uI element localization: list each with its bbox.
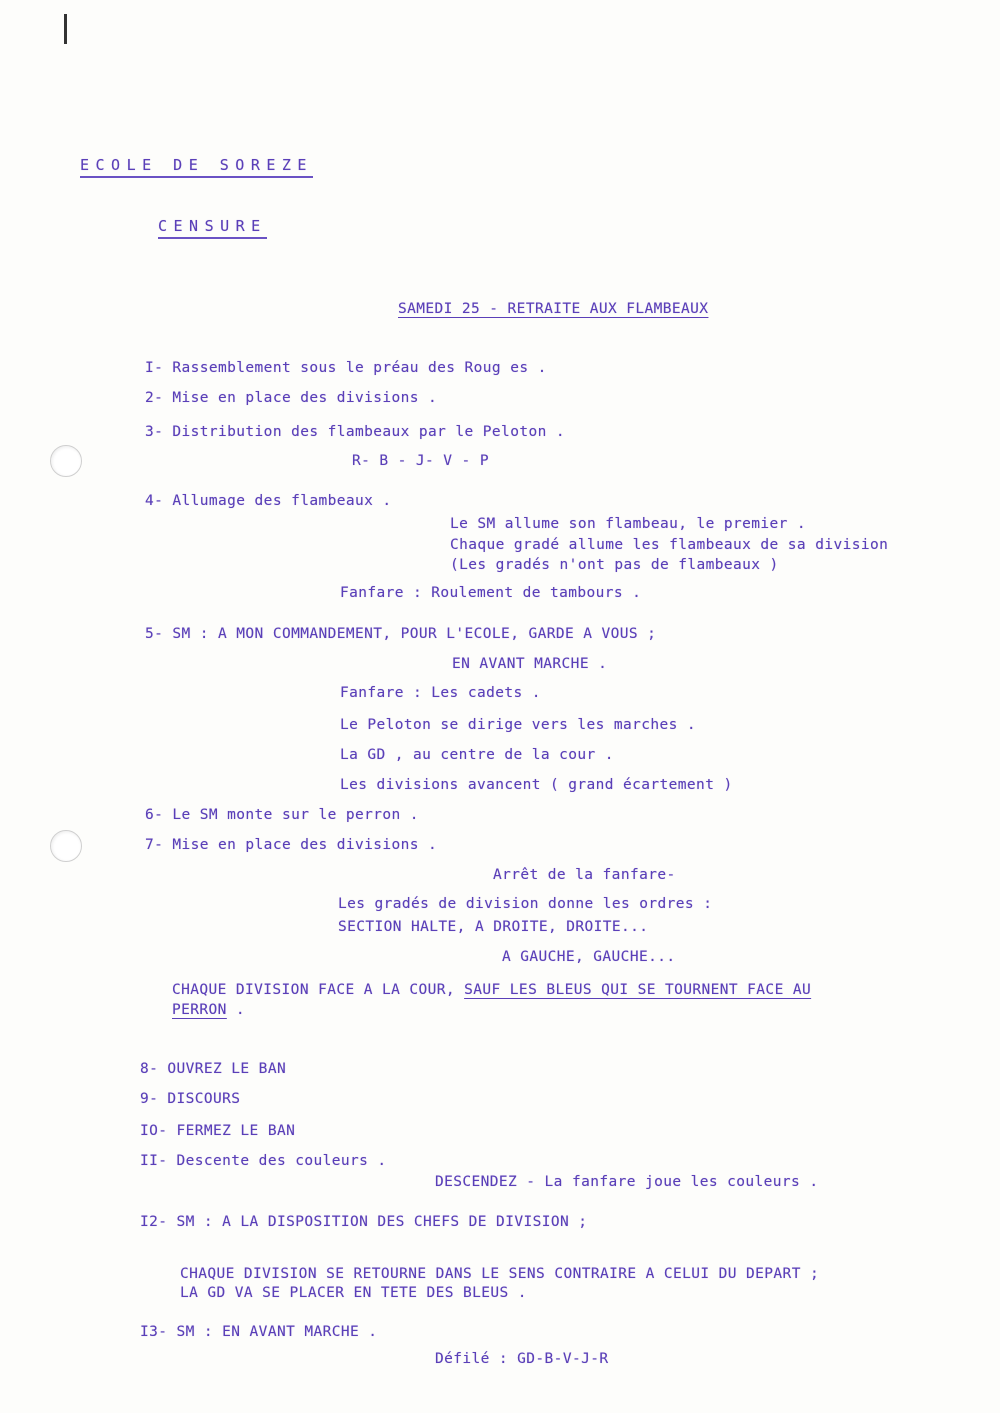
item-11: II- Descente des couleurs . xyxy=(140,1153,387,1169)
item-3: 3- Distribution des flambeaux par le Peloton . xyxy=(145,424,565,440)
item-6: 6- Le SM monte sur le perron . xyxy=(145,807,419,823)
item-4-line-b: Chaque gradé allume les flambeaux de sa division xyxy=(450,537,889,553)
item-7-line-c: SECTION HALTE, A DROITE, DROITE... xyxy=(338,919,649,935)
margin-mark xyxy=(64,14,67,44)
item-7-line-e-start: CHAQUE DIVISION FACE A LA COUR, xyxy=(172,982,465,998)
item-12: I2- SM : A LA DISPOSITION DES CHEFS DE DIVISION ; xyxy=(140,1214,588,1230)
item-5-line-a: EN AVANT MARCHE . xyxy=(452,656,608,672)
school-heading: ECOLE DE SOREZE xyxy=(80,156,313,174)
item-9: 9- DISCOURS xyxy=(140,1091,241,1107)
item-1: I- Rassemblement sous le préau des Roug es . xyxy=(145,360,547,376)
item-7-line-e-underlined: SAUF LES BLEUS QUI SE TOURNENT FACE AU xyxy=(464,982,812,998)
punch-hole-top xyxy=(50,445,82,477)
item-12-line-b: LA GD VA SE PLACER EN TETE DES BLEUS . xyxy=(180,1285,527,1301)
item-10: IO- FERMEZ LE BAN xyxy=(140,1123,296,1139)
item-7-line-f-end: . xyxy=(226,1002,246,1018)
item-4-line-a: Le SM allume son flambeau, le premier . xyxy=(450,516,807,532)
item-7-line-e xyxy=(172,981,811,999)
item-8: 8- OUVREZ LE BAN xyxy=(140,1061,287,1077)
item-2: 2- Mise en place des divisions . xyxy=(145,390,438,406)
item-5-line-e: Les divisions avancent ( grand écartement ) xyxy=(340,777,733,793)
item-7: 7- Mise en place des divisions . xyxy=(145,837,438,853)
punch-hole-bottom xyxy=(50,830,82,862)
item-12-line-a: CHAQUE DIVISION SE RETOURNE DANS LE SENS CONTRAIRE A CELUI DU DEPART ; xyxy=(180,1266,820,1282)
item-4-line-c: (Les gradés n'ont pas de flambeaux ) xyxy=(450,557,779,573)
section-heading: CENSURE xyxy=(158,217,267,235)
item-5: 5- SM : A MON COMMANDEMENT, POUR L'ECOLE, GARDE A VOUS ; xyxy=(145,626,657,642)
item-5-line-d: La GD , au centre de la cour . xyxy=(340,747,614,763)
item-4-fanfare: Fanfare : Roulement de tambours . xyxy=(340,585,642,601)
item-4: 4- Allumage des flambeaux . xyxy=(145,493,392,509)
item-13-line-a: Défilé : GD-B-V-J-R xyxy=(435,1351,609,1367)
item-5-line-c: Le Peloton se dirige vers les marches . xyxy=(340,717,697,733)
item-3-order: R- B - J- V - P xyxy=(352,453,489,469)
document-title: SAMEDI 25 - RETRAITE AUX FLAMBEAUX xyxy=(398,301,709,317)
item-7-line-b: Les gradés de division donne les ordres : xyxy=(338,896,713,912)
item-11-line-a: DESCENDEZ - La fanfare joue les couleurs . xyxy=(435,1174,819,1190)
item-5-line-b: Fanfare : Les cadets . xyxy=(340,685,541,701)
item-7-line-f-underlined: PERRON xyxy=(172,1002,227,1018)
item-7-line-f xyxy=(172,1001,245,1019)
item-7-line-d: A GAUCHE, GAUCHE... xyxy=(502,949,676,965)
item-7-line-a: Arrêt de la fanfare- xyxy=(493,867,676,883)
item-13: I3- SM : EN AVANT MARCHE . xyxy=(140,1324,378,1340)
